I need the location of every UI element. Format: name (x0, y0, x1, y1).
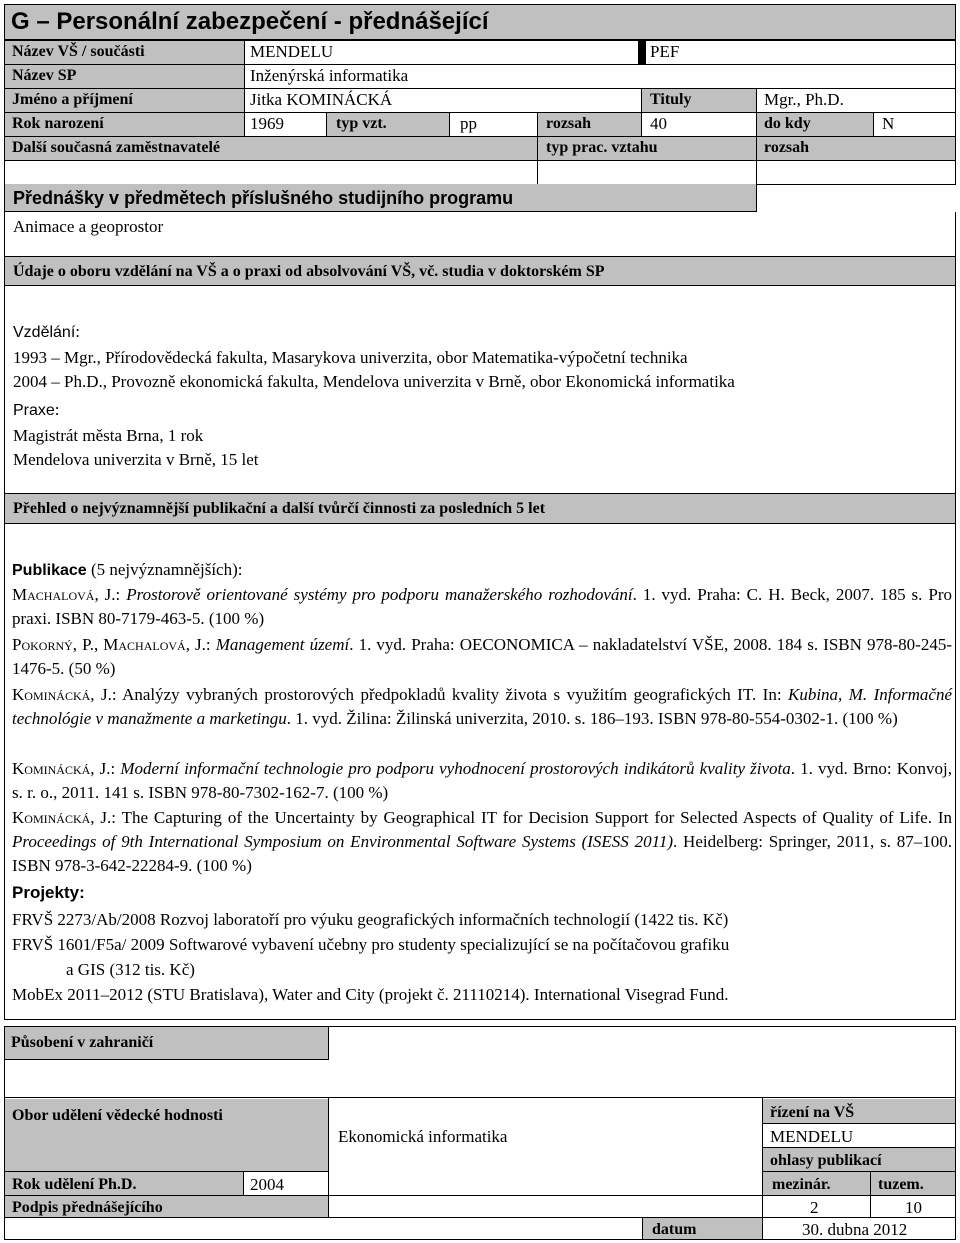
abroad-body (4, 1026, 956, 1098)
citations-label: ohlasy publikací (770, 1152, 882, 1169)
date-value: 30. dubna 2012 (802, 1220, 908, 1239)
project-line: MobEx 2011–2012 (STU Bratislava), Water and City (projekt č. 21110214). International Visegrad Fund. (12, 985, 729, 1004)
until-value: N (882, 114, 895, 133)
page-title: G – Personální zabezpečení - přednášející (11, 8, 489, 35)
pub4-rest: . 1. vyd. Brno: Konvoj, s. r. o., 2011. 141 s. ISBN 978-80-7302-162-7. (100 %) (12, 759, 952, 802)
education-label: Vzdělání (13, 324, 76, 341)
type-value: pp (460, 114, 477, 133)
education-heading-box (4, 256, 956, 286)
domestic-value: 10 (905, 1198, 922, 1217)
publication-3 (12, 683, 952, 731)
school-label: Název VŠ / součásti (12, 43, 145, 60)
other-scope-label: rozsah (764, 139, 810, 156)
pub5-part1: : The Capturing of the Uncertainty by Geographical IT for Decision Support for Selected Aspects of Quality of Life. In (111, 808, 952, 827)
lectures-heading: Přednášky v předmětech příslušného studijního programu (13, 188, 514, 208)
pub5-title: Proceedings of 9th International Symposium on Environmental Software Systems (ISESS 2011) (12, 832, 673, 851)
publications-label-suffix: (5 nejvýznamnějších): (86, 560, 243, 579)
work-type-label: typ prac. vztahu (546, 139, 658, 156)
field-value: Ekonomická informatika (338, 1127, 508, 1146)
pub3-author: Kominácká, J. (12, 685, 112, 704)
education-body (4, 286, 956, 494)
titles-label: Tituly (650, 91, 692, 108)
pub3-rest: . 1. vyd. Žilina: Žilinská univerzita, 2010. s. 186–193. ISBN 978-80-554-0302-1. (100 %) (286, 709, 898, 728)
projects-label: Projekty: (12, 883, 85, 902)
pub4-title: Moderní informační technologie pro podporu vyhodnocení prostorových indikátorů kvality života (120, 759, 791, 778)
program-label: Název SP (12, 67, 77, 84)
practice-colon: : (54, 400, 60, 419)
titles-value: Mgr., Ph.D. (764, 90, 844, 109)
pub5-author: Kominácká, J. (12, 808, 112, 827)
pub1-rest: . 1. vyd. Praha: C. H. Beck, 2007. 185 s. Pro praxi. ISBN 80-7179-463-5. (100 %) (12, 585, 952, 628)
proc-value: MENDELU (770, 1127, 854, 1146)
publication-4: Kominácká, J.: Moderní informační technologie pro podporu vyhodnocení prostorových indikátorů kvality života. 1. vyd. Brno: Konvoj, s. r. o., 2011. 141 s. ISBN 978-80-7302-162-7. (100 %) (12, 759, 952, 802)
lecture-item: Animace a geoprostor (13, 217, 164, 236)
education-line: 2004 – Ph.D., Provozně ekonomická fakulta, Mendelova univerzita v Brně, obor Ekonomická informatika (13, 372, 735, 391)
project-line: FRVŠ 1601/F5a/ 2009 Softwarové vybavení učebny pro studenty specializující se na počítačovou grafiku (12, 935, 730, 954)
domestic-label: tuzem. (878, 1176, 924, 1193)
birth-label: Rok narození (12, 115, 104, 132)
pub2-title: Management území (215, 635, 350, 654)
lectures-body (4, 212, 956, 256)
pub3-editor: Kubina, M. Informačné technológie v manažmente a marketingu (12, 685, 952, 728)
school-value: MENDELU (250, 42, 334, 61)
education-heading: Údaje o oboru vzdělání na VŠ a o praxi od absolvování VŠ, vč. studia v doktorském SP (13, 263, 605, 280)
publication-2: Pokorný, P., Machalová, J.: Management území. 1. vyd. Praha: OECONOMICA – nakladatelství VŠE, 2008. 184 s. ISBN 978-80-245-1476-5. (50 %) (12, 635, 952, 678)
program-value: Inženýrská informatika (250, 66, 409, 85)
other-employers-label: Další současná zaměstnavatelé (12, 139, 220, 156)
publications-label: Publikace (12, 562, 87, 579)
publication-5 (12, 806, 952, 878)
education-colon: : (75, 322, 80, 341)
date-label: datum (652, 1221, 697, 1238)
pub3-part1: : Analýzy vybraných prostorových předpokladů kvality života s využitím geografických IT. In: (111, 685, 788, 704)
signature-label: Podpis přednášejícího (12, 1199, 163, 1216)
name-label: Jméno a příjmení (12, 91, 133, 108)
phd-year-label: Rok udělení Ph.D. (12, 1176, 137, 1193)
abroad-heading: Působení v zahraničí (11, 1034, 154, 1051)
type-label: typ vzt. (336, 115, 387, 132)
practice-label: Praxe (13, 402, 55, 419)
scope-value: 40 (650, 114, 667, 133)
education-line: 1993 – Mgr., Přírodovědecká fakulta, Masarykova univerzita, obor Matematika-výpočetní technika (13, 348, 688, 367)
scope-label: rozsah (546, 115, 592, 132)
publications-heading-box (4, 494, 956, 524)
pub2-author: Pokorný, P., Machalová, J. (12, 635, 206, 654)
faculty-value: PEF (650, 42, 680, 61)
pub1-title: Prostorově orientované systémy pro podporu manažerského rozhodování (126, 585, 633, 604)
publication-1: Machalová, J.: Prostorově orientované systémy pro podporu manažerského rozhodování. 1. vyd. Praha: C. H. Beck, 2007. 185 s. Pro praxi. ISBN 80-7179-463-5. (100 %) (12, 585, 952, 628)
pub1-author: Machalová, J. (12, 585, 116, 604)
field-label: Obor udělení vědecké hodnosti (12, 1107, 223, 1124)
title-bar (4, 4, 956, 40)
birth-value: 1969 (250, 114, 284, 133)
pub5-rest: . Heidelberg: Springer, 2011, s. 87–100. ISBN 978-3-642-22284-9. (100 %) (12, 832, 952, 875)
pub4-author: Kominácká, J. (12, 759, 111, 778)
pub2-rest: . 1. vyd. Praha: OECONOMICA – nakladatelství VŠE, 2008. 184 s. ISBN 978-80-245-1476-5. (50 %) (12, 635, 952, 678)
practice-line: Mendelova univerzita v Brně, 15 let (13, 450, 259, 469)
until-label: do kdy (764, 115, 811, 132)
lectures-heading-box (4, 184, 757, 212)
intl-value: 2 (810, 1198, 819, 1217)
intl-label: mezinár. (772, 1176, 831, 1193)
phd-year-value: 2004 (250, 1175, 284, 1194)
name-value: Jitka KOMINÁCKÁ (250, 90, 393, 109)
project-line: a GIS (312 tis. Kč) (66, 960, 195, 979)
proc-label: řízení na VŠ (770, 1104, 855, 1121)
project-line: FRVŠ 2273/Ab/2008 Rozvoj laboratoří pro výuku geografických informačních technologií (1422 tis. Kč) (12, 910, 729, 929)
practice-line: Magistrát města Brna, 1 rok (13, 426, 204, 445)
publications-heading: Přehled o nejvýznamnější publikační a další tvůrčí činnosti za posledních 5 let (13, 500, 546, 517)
